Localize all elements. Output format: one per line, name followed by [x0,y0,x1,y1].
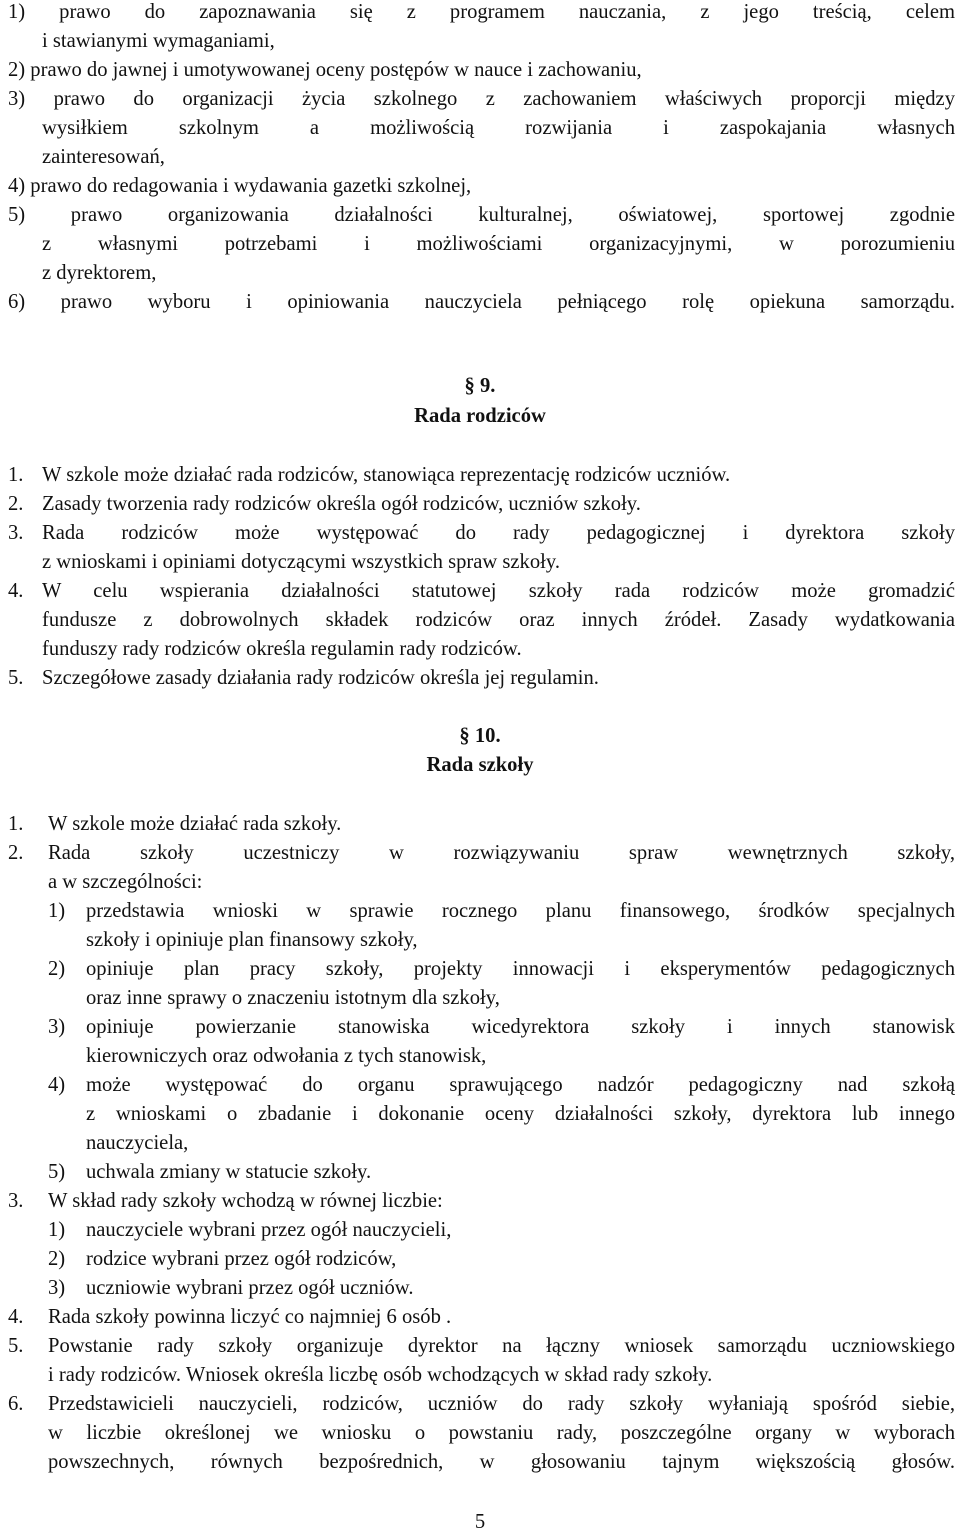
section-9-item-line: Szczegółowe zasady działania rady rodziców określa jej regulamin. [42,667,599,689]
rights-list-item-line: z własnymi potrzebami i możliwościami organizacyjnymi, w porozumieniu [42,233,955,255]
section-9-item-line: Zasady tworzenia rady rodziców określa ogół rodziców, uczniów szkoły. [42,493,641,515]
page-number: 5 [474,1511,486,1533]
section-10-item-line: szkoły i opiniuje plan finansowy szkoły, [86,929,418,951]
section-10-item-line: opiniuje powierzanie stanowiska wicedyrektora szkoły i innych stanowisk [86,1016,955,1038]
section-9-item-line: fundusze z dobrowolnych składek rodziców oraz innych źródeł. Zasady wydatkowania [42,609,955,631]
section-10-item-number: 5) [48,1161,66,1183]
section-10-item-number: 1) [48,1219,66,1241]
section-10-item-number: 4) [48,1074,66,1096]
section-10-item-line: nauczyciele wybrani przez ogół nauczycieli, [86,1219,452,1241]
section-10-item-line: a w szczególności: [48,871,203,893]
section-10-item-number: 3) [48,1277,66,1299]
section-10-item-line: i rady rodziców. Wniosek określa liczbę osób wchodzących w skład rady szkoły. [48,1364,713,1386]
section-9-item-number: 5. [8,667,24,689]
section-9-item-line: funduszy rady rodziców określa regulamin rady rodziców. [42,638,522,660]
section-9-item-line: z wnioskami i opiniami dotyczącymi wszystkich spraw szkoły. [42,551,560,573]
section-10-item-number: 6. [8,1393,24,1415]
section-10-item-line: uczniowie wybrani przez ogół uczniów. [86,1277,414,1299]
section-10-item-number: 2) [48,1248,66,1270]
section-10-item-line: rodzice wybrani przez ogół rodziców, [86,1248,397,1270]
section-10-item-line: opiniuje plan pracy szkoły, projekty innowacji i eksperymentów pedagogicznych [86,958,955,980]
section-9-item-line: W szkole może działać rada rodziców, stanowiąca reprezentację rodziców uczniów. [42,464,731,486]
section-10-item-line: oraz inne sprawy o znaczeniu istotnym dla szkoły, [86,987,500,1009]
section-9-item-number: 3. [8,522,24,544]
section-9-item-number: 4. [8,580,24,602]
section-9-item-number: 2. [8,493,24,515]
section-10-number: § 10. [459,725,501,747]
section-10-item-line: kierowniczych oraz odwołania z tych stanowisk, [86,1045,487,1067]
section-9-number: § 9. [464,375,496,397]
section-10-item-number: 4. [8,1306,24,1328]
section-10-item-line: W szkole może działać rada szkoły. [48,813,342,835]
rights-list-item-line: 5) prawo organizowania działalności kulturalnej, oświatowej, sportowej zgodnie [8,204,955,226]
rights-list-item-line: z dyrektorem, [42,262,157,284]
section-10-item-number: 5. [8,1335,24,1357]
rights-list-item-line: wysiłkiem szkolnym a możliwością rozwijania i zaspokajania własnych [42,117,955,139]
section-10-item-line: może występować do organu sprawującego nadzór pedagogiczny nad szkołą [86,1074,955,1096]
section-10-item-number: 2. [8,842,24,864]
section-10-item-line: przedstawia wnioski w sprawie rocznego planu finansowego, środków specjalnych [86,900,955,922]
section-10-item-line: uchwala zmiany w statucie szkoły. [86,1161,372,1183]
section-10-item-number: 3. [8,1190,24,1212]
section-10-item-line: Rada szkoły powinna liczyć co najmniej 6 osób . [48,1306,452,1328]
section-10-item-line: Powstanie rady szkoły organizuje dyrektor na łączny wniosek samorządu uczniowskiego [48,1335,955,1357]
rights-list-item-line: 4) prawo do redagowania i wydawania gazetki szkolnej, [8,175,472,197]
section-10-item-number: 1. [8,813,24,835]
rights-list-item-line: 1) prawo do zapoznawania się z programem nauczania, z jego treścią, celem [8,1,955,23]
section-10-item-number: 2) [48,958,66,980]
section-10-item-line: z wnioskami o zbadanie i dokonanie oceny działalności szkoły, dyrektora lub innego [86,1103,955,1125]
section-10-title: Rada szkoły [426,754,534,776]
section-10-item-number: 3) [48,1016,66,1038]
section-10-item-line: W skład rady szkoły wchodzą w równej liczbie: [48,1190,443,1212]
section-10-item-line: powszechnych, równych bezpośrednich, w głosowaniu tajnym większością głosów. [48,1451,955,1473]
section-10-item-line: Rada szkoły uczestniczy w rozwiązywaniu spraw wewnętrznych szkoły, [48,842,955,864]
rights-list-item-line: i stawianymi wymaganiami, [42,30,275,52]
section-9-item-line: Rada rodziców może występować do rady pedagogicznej i dyrektora szkoły [42,522,955,544]
section-10-item-number: 1) [48,900,66,922]
section-10-item-line: nauczyciela, [86,1132,189,1154]
section-9-title: Rada rodziców [414,405,546,427]
rights-list-item-line: 3) prawo do organizacji życia szkolnego z zachowaniem właściwych proporcji między [8,88,955,110]
rights-list-item-line: 6) prawo wyboru i opiniowania nauczyciela pełniącego rolę opiekuna samorządu. [8,291,955,313]
section-9-item-number: 1. [8,464,24,486]
rights-list-item-line: zainteresowań, [42,146,165,168]
section-9-item-line: W celu wspierania działalności statutowej szkoły rada rodziców może gromadzić [42,580,955,602]
section-10-item-line: Przedstawicieli nauczycieli, rodziców, uczniów do rady szkoły wyłaniają spośród siebie, [48,1393,955,1415]
rights-list-item-line: 2) prawo do jawnej i umotywowanej oceny postępów w nauce i zachowaniu, [8,59,642,81]
section-10-item-line: w liczbie określonej we wniosku o powstaniu rady, poszczególne organy w wyborach [48,1422,955,1444]
